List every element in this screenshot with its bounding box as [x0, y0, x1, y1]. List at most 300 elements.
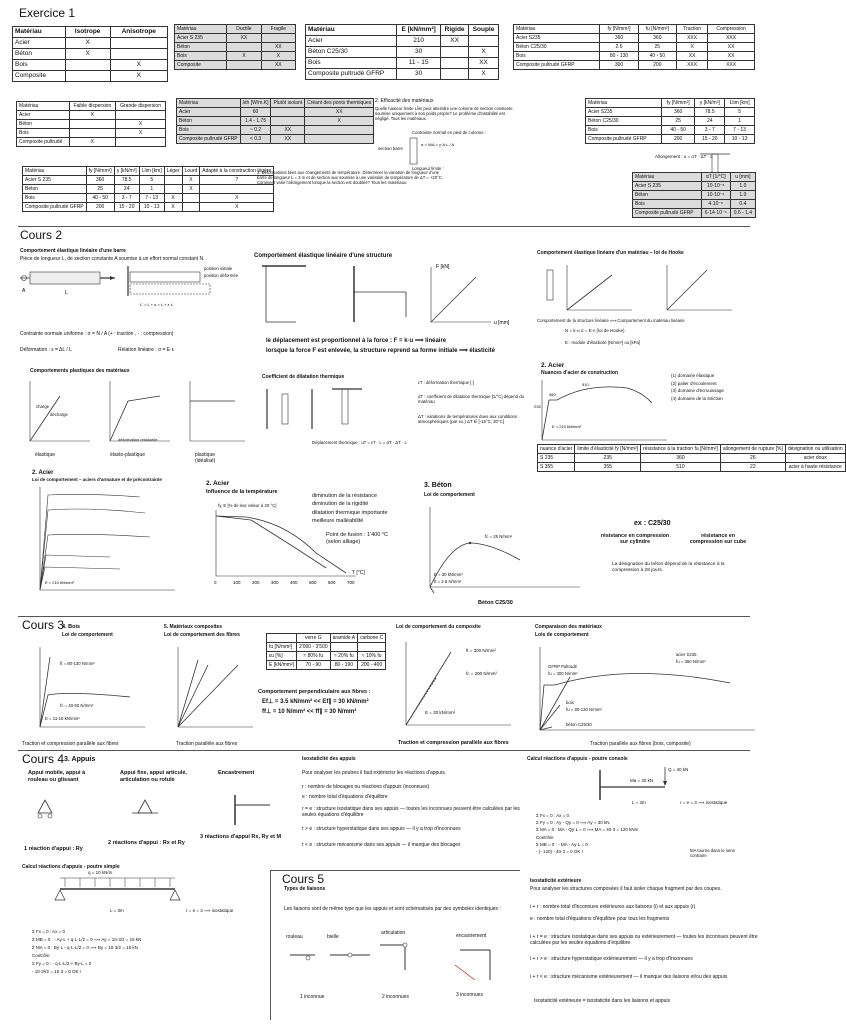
table-cell: E [kN/mm²]	[267, 661, 297, 670]
iso-6: r < e : structure mécanisme dans ses appuis — il manque des blocages	[302, 842, 461, 848]
table-cell: 25	[638, 43, 677, 52]
table-cell: 80 - 190	[330, 661, 358, 670]
cmp-beton: béton C25/30	[566, 722, 592, 727]
table-cell: XX	[708, 43, 755, 52]
table-cell: 26	[720, 454, 785, 463]
con-note: MA tourne dans le sens contraire	[690, 848, 735, 859]
table-cell: 4·10⁻⁶	[701, 200, 730, 209]
table-cell	[271, 108, 305, 117]
table-header-row	[633, 173, 756, 182]
c2-h7b: Loi de comportement – aciers d'armature et de précontrainte	[32, 477, 162, 482]
svg-text:E = 210 kN/mm²: E = 210 kN/mm²	[552, 424, 582, 429]
table-row	[13, 49, 168, 60]
label-elastoplastique: élasto-plastique	[110, 452, 146, 458]
c2-h9: 3. Béton	[424, 482, 452, 489]
c3-h4: Comparaison des matériaux	[535, 624, 602, 630]
c2530-a: résistance en compression sur cylindre	[600, 533, 670, 546]
temp-tick-label: 100	[233, 580, 241, 585]
svg-text:235: 235	[534, 404, 541, 409]
table-header-row	[538, 445, 846, 454]
bois-e: E = 11-15 kN/mm²	[45, 716, 80, 721]
table-cell: Souple	[469, 25, 499, 36]
c3-h1: 4. Bois	[62, 624, 81, 630]
temp-tick-label: 200	[252, 580, 260, 585]
svg-text:σ = N/A = γ·A·L / A: σ = N/A = γ·A·L / A	[421, 142, 455, 147]
table-cell: X	[164, 203, 182, 212]
label-plastique: plastique (idéalisé)	[195, 452, 216, 464]
table-cell	[110, 38, 167, 49]
iso-5: r > e : structure hyperstatique dans ses appuis — il y a trop d'inconnues	[302, 826, 461, 832]
table-cell: ~ 0.2	[240, 126, 271, 135]
label-articulation: articulation	[381, 930, 406, 936]
table-cell: Traction	[677, 25, 708, 34]
table-cell: XX	[261, 61, 295, 70]
table-cell: 40 - 50	[86, 194, 114, 203]
table-cell: Béton	[13, 49, 66, 60]
table-cell: 70 - 90	[297, 661, 331, 670]
table-cell: 200	[661, 135, 694, 144]
table-cell: Composite pultrudé GFRP	[586, 135, 662, 144]
table-cell: 5	[725, 108, 755, 117]
cmp-gfrp: GFRP Pultrudé	[548, 664, 578, 669]
c2-h8: 2. Acier	[206, 480, 230, 487]
table-cell: fu [N/mm²]	[638, 25, 677, 34]
table-cell: X	[305, 117, 374, 126]
table-row	[13, 60, 168, 71]
c3-h2b: Loi de comportement des fibres	[164, 632, 240, 638]
table-cell: 2.6	[600, 43, 638, 52]
table-cell: XX	[271, 126, 305, 135]
cmp-gfu: fu = 300 N/mm²	[548, 671, 578, 676]
cmp-bois: bois	[566, 700, 574, 705]
table-rigide	[305, 24, 499, 80]
c5-e5: i + r > e : structure hyperstatique extérieurement — il y a trop d'inconnues	[530, 956, 693, 962]
table-cell: 2'000 - 3'500	[297, 643, 331, 652]
c4-h3: Calcul réactions d'appuis - poutre console	[527, 756, 628, 762]
table-cell: Béton C25/30	[306, 47, 397, 58]
table-cell: 11 - 15	[397, 58, 441, 69]
nuances-list: (1) domaine élastique (2) palier d'écoulement (3) domaine d'écrouissage (4) domaine de la striction	[671, 373, 724, 401]
table-cell: fy [N/mm²]	[661, 99, 694, 108]
dil-1: εT : déformation thermique [-]	[418, 380, 475, 385]
table-cell: 1.0	[730, 191, 755, 200]
table-cell: 360	[641, 454, 721, 463]
table-cell	[441, 47, 469, 58]
fibres-caption: Traction parallèle aux fibres	[176, 741, 238, 747]
table-cell: 360	[600, 34, 638, 43]
table-cell	[164, 176, 182, 185]
c5-e4: i + r = e : structure isostatique dans ses appuis ou extérieurement — toutes les inconnues peuvent être calculées par les seules équations d'équilibre	[530, 934, 758, 946]
table-row	[175, 61, 296, 70]
sim-l: L = 3m	[110, 908, 124, 913]
table-cell: aramide A	[330, 634, 358, 643]
cours2-title: Cours 2	[20, 228, 63, 242]
table-cell	[358, 643, 386, 652]
table-cell: Béton C25/30	[514, 43, 600, 52]
table-cell: S 235	[538, 454, 575, 463]
c3-h2: 5. Matériaux composites	[164, 624, 223, 630]
table-cell: XXX	[677, 61, 708, 70]
c2-h1: Comportement élastique linéaire d'une barre	[20, 248, 126, 254]
label-rouleau: rouleau	[286, 934, 303, 940]
table-row	[633, 200, 756, 209]
table-cell: Béton	[177, 117, 241, 126]
cmp-fu: fu = 360 N/mm²	[676, 659, 706, 664]
table-cell	[227, 43, 261, 52]
table-cell: 24	[695, 117, 725, 126]
table-cell: ≈ 20% fu	[330, 652, 358, 661]
table-cell: ?	[200, 176, 274, 185]
deformation-formula: Déformation : ε = ΔL / L	[20, 347, 72, 353]
table-cell: 200	[86, 203, 114, 212]
table-cell: 1	[725, 117, 755, 126]
c4-h4: Calcul réactions d'appuis - poutre simple	[22, 864, 120, 870]
c2-h2: Comportement élastique linéaire d'une structure	[254, 253, 393, 259]
table-cell: X	[69, 111, 116, 120]
table-efficacite	[585, 98, 755, 144]
table-cell: 30	[397, 69, 441, 80]
concrete-chart	[420, 505, 590, 600]
cmp-caption: Traction parallèle aux fibres (bois, composite)	[590, 741, 691, 747]
table-cell: Bois	[175, 52, 227, 61]
table-cell: X	[116, 120, 166, 129]
table-cell: Bois	[177, 126, 241, 135]
table-header-row	[267, 634, 386, 643]
table-cell: 10·10⁻⁶	[701, 191, 730, 200]
table-cell: X	[110, 71, 167, 82]
q2-column-sketch	[405, 136, 455, 168]
table-cell: Acier S235	[586, 108, 662, 117]
table-cell: Matériau	[586, 99, 662, 108]
table-cell: Rigide	[441, 25, 469, 36]
table-row	[17, 111, 166, 120]
con-q: Q = 40 kN	[668, 767, 689, 772]
table-row	[514, 52, 755, 61]
thermal-dilatation-diagram	[262, 384, 372, 434]
table-cell: acier doux	[785, 454, 845, 463]
con-l: L = 3m	[632, 800, 646, 805]
table-cell: 200	[638, 61, 677, 70]
table-cell	[267, 634, 297, 643]
temp-tick-label: 300	[271, 580, 279, 585]
table-cell: E [kN/mm²]	[397, 25, 441, 36]
table-row	[177, 135, 374, 144]
table-cell	[110, 49, 167, 60]
table-cell: Matériau	[175, 25, 227, 34]
table-cell: XX	[469, 58, 499, 69]
table-cell: 40 - 50	[638, 52, 677, 61]
wood-chart	[30, 645, 150, 735]
table-cell	[441, 69, 469, 80]
c2-h6: 2. Acier	[541, 362, 565, 369]
table-cell: γ [kN/m³]	[695, 99, 725, 108]
c5-t1: Les liaisons sont de même type que les appuis et sont schématisés par des symboles identiques :	[284, 906, 501, 912]
c5-e7: Isostaticité extérieure = isostaticité dans les liaisons et appuis	[534, 998, 671, 1004]
table-cell: 24	[114, 185, 139, 194]
table-allongement	[632, 172, 756, 218]
table-cell: Lourd	[182, 167, 200, 176]
label-bielle: bielle	[327, 934, 339, 940]
table-cell	[227, 61, 261, 70]
inconnue-1: 1 inconnue	[300, 994, 325, 1000]
table-cell: u [mm]	[730, 173, 755, 182]
label-charge: charge	[36, 404, 50, 409]
steel-nuances-chart	[534, 378, 672, 448]
c2530-c: La désignation du béton dépend de la résistance à la compression à 28 jours.	[612, 562, 725, 573]
table-cell: 7 - 13	[139, 194, 164, 203]
table-cell: 3 - 7	[695, 126, 725, 135]
table-cell: εu [%]	[267, 652, 297, 661]
table-cell: Acier S 235	[633, 182, 702, 191]
svg-text:E = 210 kN/mm²: E = 210 kN/mm²	[45, 580, 75, 585]
exercice1-title: Exercice 1	[19, 6, 76, 20]
r2: 2 réactions d'appui : Rx et Ry	[108, 840, 185, 846]
beton-fc: fc = 25 N/mm²	[485, 534, 513, 539]
r3: 3 réactions d'appui Rx, Ry et M	[200, 834, 282, 840]
table-cell: Acier S235	[514, 34, 600, 43]
sim-re: r = e = 3 ⟹ isostatique	[186, 908, 234, 913]
table-row	[175, 52, 296, 61]
q2-formula: Contrainte normal en pied de colonne :	[412, 130, 487, 135]
table-cell	[182, 194, 200, 203]
c5-e6: i + r < e : structure mécanisme extérieurement — il manque des liaisons et/ou des appuis	[530, 974, 728, 980]
label-residuelle: déformation résiduelle	[118, 437, 158, 442]
table-row	[13, 38, 168, 49]
c2-h8b: Influence de la température	[206, 489, 278, 495]
table-cell: X	[65, 49, 110, 60]
table-ductile	[174, 24, 296, 70]
label-encastrement: encastrement	[456, 933, 487, 939]
temp-tick-label: 0	[214, 580, 217, 585]
table-cell: XX	[441, 36, 469, 47]
table-cell: 6·14·10⁻⁶	[701, 209, 730, 218]
table-nuances	[537, 444, 846, 472]
table-cell: ≈ 10% fu	[358, 652, 386, 661]
table-header-row	[23, 167, 274, 176]
structure-diagram	[256, 262, 526, 332]
table-cell	[116, 111, 166, 120]
bois-ft: ft = 80-130 N/mm²	[60, 661, 95, 666]
hooke-3: E : module d'élasticité [N/mm²] ou [kPa]	[565, 340, 641, 345]
perp-1: Ef⊥ = 3.5 kN/mm² << Ef∥ = 30 kN/mm²	[262, 699, 369, 705]
table-row	[175, 43, 296, 52]
table-cell: Llim [km]	[725, 99, 755, 108]
table-cell: Bois	[17, 129, 70, 138]
svg-text:A: A	[22, 288, 26, 294]
table-cell: 5	[139, 176, 164, 185]
table-row	[633, 191, 756, 200]
c2-h1-text: Pièce de longueur L, de section constante A soumise à un effort normal constant N.	[20, 256, 205, 262]
dil-2: αT : coefficient de dilatation thermique [1/°C] dépend du matériau	[418, 394, 525, 405]
c2-h7: 2. Acier	[32, 470, 54, 476]
table-cell: 360	[661, 108, 694, 117]
table-cell: S 355	[538, 463, 575, 472]
table-cell: Acier	[13, 38, 66, 49]
iso-1: Pour analyser les poutres il faut extériorisr les réactions d'appuis.	[302, 770, 447, 776]
table-row	[23, 185, 274, 194]
table-isotrope	[12, 26, 168, 82]
table-cell: 40 - 50	[661, 126, 694, 135]
c5-e2: i + r : nombre total d'inconnues extérieures aux liaisons (i) et aux appuis (r)	[530, 904, 696, 910]
temp-tick-label: 600	[328, 580, 336, 585]
comp-caption: Traction et compression parallèle aux fibres	[398, 740, 509, 746]
temp-tick-label: 400	[290, 580, 298, 585]
table-cell: X	[182, 176, 200, 185]
table-cell: 15 - 20	[114, 203, 139, 212]
table-cell: 0.4	[730, 200, 755, 209]
cmp-acier: acier S235	[676, 652, 697, 657]
table-cell: 200 - 400	[358, 661, 386, 670]
table-row	[514, 34, 755, 43]
table-cell	[65, 71, 110, 82]
label-elastique: élastique	[35, 452, 56, 458]
table-cell: Matériau	[514, 25, 600, 34]
table-header-row	[586, 99, 755, 108]
table-row	[177, 126, 374, 135]
c3-h3: Loi de comportement du composite	[396, 624, 481, 630]
table-cell: fu [N/mm²]	[267, 643, 297, 652]
table-row	[586, 135, 755, 144]
appui-fixe: Appui fixe, appui articulé, articulation ou rotule	[120, 770, 187, 783]
table-row	[23, 194, 274, 203]
table-row	[633, 209, 756, 218]
table-row	[17, 138, 166, 147]
table-cell: Bois	[633, 200, 702, 209]
table-cell: 300	[600, 61, 638, 70]
table-row	[586, 117, 755, 126]
table-row	[306, 47, 499, 58]
table-header-row	[177, 99, 374, 108]
table-cell: 1.4 - 1.75	[240, 117, 271, 126]
composite-chart	[396, 640, 516, 740]
table-cell: fy [N/mm²]	[600, 25, 638, 34]
table-cell: Composite pultrudé GFRP	[306, 69, 397, 80]
table-cell: XX	[227, 34, 261, 43]
table-header-row	[514, 25, 755, 34]
table-row	[586, 108, 755, 117]
table-cell: Composite	[13, 71, 66, 82]
table-cell: Plutôt isolant	[271, 99, 305, 108]
table-cell: XX	[677, 52, 708, 61]
table-cell	[116, 138, 166, 147]
allongement: Allongement : u = αT · ΔT · L	[655, 154, 713, 159]
svg-text:510: 510	[582, 382, 589, 387]
table-cell: 510	[641, 463, 721, 472]
table-cell: 22	[720, 463, 785, 472]
fusion: Point de fusion : 1'400 °C (selon alliage)	[326, 532, 388, 545]
table-cell	[271, 117, 305, 126]
table-cell: Acier	[17, 111, 70, 120]
table-row	[514, 61, 755, 70]
table-cell: 7 - 13	[725, 126, 755, 135]
table-cell: X	[69, 138, 116, 147]
table-fibres	[266, 633, 386, 670]
inconnue-2: 2 inconnues	[382, 994, 409, 1000]
table-cell: X	[469, 47, 499, 58]
table-cell: 10 - 13	[725, 135, 755, 144]
c5-h2: Isostaticité extérieure	[530, 878, 582, 884]
table-cell: X	[200, 194, 274, 203]
table-cell: Ductile	[227, 25, 261, 34]
table-cell: 360	[86, 176, 114, 185]
table-cell: XX	[305, 108, 374, 117]
c2530-title: ex : C25/30	[634, 520, 671, 527]
table-row	[514, 43, 755, 52]
table-cell: Béton	[23, 185, 87, 194]
table-cell	[182, 203, 200, 212]
table-cell: Compression	[708, 25, 755, 34]
q3-text: 3. Déformations liées aux changements de température. Déterminer la variation de longueur d'une barre de longueur L = 3 m et de section aux soumise à une variation de température de ΔT = +20°C. Comment varie l'allongement lorsque la section est doublée? Tous les matériaux.	[257, 170, 443, 186]
svg-text:L: L	[65, 290, 68, 296]
table-cell: γ [kN/m³]	[114, 167, 139, 176]
table-cell: Llim [km]	[139, 167, 164, 176]
cours3-title: Cours 3	[22, 618, 65, 632]
con-m: Ma = 30 kN	[630, 778, 654, 783]
c5-h1: Types de liaisons	[284, 886, 326, 892]
table-cell: αT [1/°C]	[701, 173, 730, 182]
table-cell: XX	[708, 52, 755, 61]
table-row	[538, 463, 846, 472]
comp-e: E = 30 kN/mm²	[425, 710, 456, 715]
table-cell: fy [N/mm²]	[86, 167, 114, 176]
table-cell: 80 - 130	[600, 52, 638, 61]
table-cell: 3 - 7	[114, 194, 139, 203]
bullet-elastic: lorsque la force F est enlevée, la structure reprend sa forme initiale ⟹ élasticité	[266, 348, 496, 354]
liaisons-diagram	[280, 940, 520, 995]
table-cell: X	[261, 52, 295, 61]
table-cell	[164, 185, 182, 194]
table-cell: Acier S 235	[175, 34, 227, 43]
table-header-row	[13, 27, 168, 38]
table-legerete	[22, 166, 274, 212]
table-cell	[200, 185, 274, 194]
table-row	[175, 34, 296, 43]
table-cell: 25	[661, 117, 694, 126]
table-cell: Composite pultrudé GFRP	[633, 209, 702, 218]
comparison-chart	[530, 645, 760, 745]
table-cell: XXX	[708, 61, 755, 70]
table-cell: Matériau	[306, 25, 397, 36]
bois-fc: fc = 40-50 N/mm²	[60, 703, 94, 708]
table-cell: Béton	[17, 120, 70, 129]
table-cell: Béton	[175, 43, 227, 52]
table-cell: acier à haute résistance	[785, 463, 845, 472]
c2-h4: Comportements plastiques des matériaux	[30, 368, 130, 374]
table-header-row	[306, 25, 499, 36]
table-cell: 1	[139, 185, 164, 194]
appui-mobile: Appui mobile, appui à rouleau ou glissant	[28, 770, 86, 783]
sim-equations: Σ Fx = 0 : Ax = 0 Σ MB = 0 : - Ay·L + q·L·L/2 = 0 ⟹ Ay = 10·3/2 = 15 kN Σ MA = 0 : By·L - q·L·L/2 = 0 ⟹ By = 10·3/2 = 15 kN Contrôle: Σ Fy = 0 : - q·L·L/2 + By·L = 0 - 10·3²/2 = 15·3 = 0 OK !	[32, 929, 142, 975]
table-cell: Matériau	[17, 102, 70, 111]
table-cell: Faible dispersion	[69, 102, 116, 111]
table-cell: X	[116, 129, 166, 138]
contrainte-formula: Contrainte normale uniforme : σ = N / A (+ : traction , - : compression)	[20, 331, 174, 337]
comp-ft: ft = 300 N/mm²	[466, 648, 496, 653]
iso-2: r : nombre de blocages ou réactions d'appuis (inconnues)	[302, 784, 430, 790]
table-cell: verre G	[297, 634, 331, 643]
comp-fc: fc = 200 N/mm²	[466, 671, 497, 676]
table-row	[17, 120, 166, 129]
table-cell: < 0.3	[240, 135, 271, 144]
table-cell: Isotrope	[65, 27, 110, 38]
table-row	[23, 203, 274, 212]
c3-h4b: Lois de comportement	[535, 632, 589, 638]
beton-ft: ft = 2.6 N/mm²	[434, 579, 462, 584]
table-cell: Bois	[306, 58, 397, 69]
table-row	[13, 71, 168, 82]
table-row	[17, 129, 166, 138]
table-cell: XXX	[677, 34, 708, 43]
